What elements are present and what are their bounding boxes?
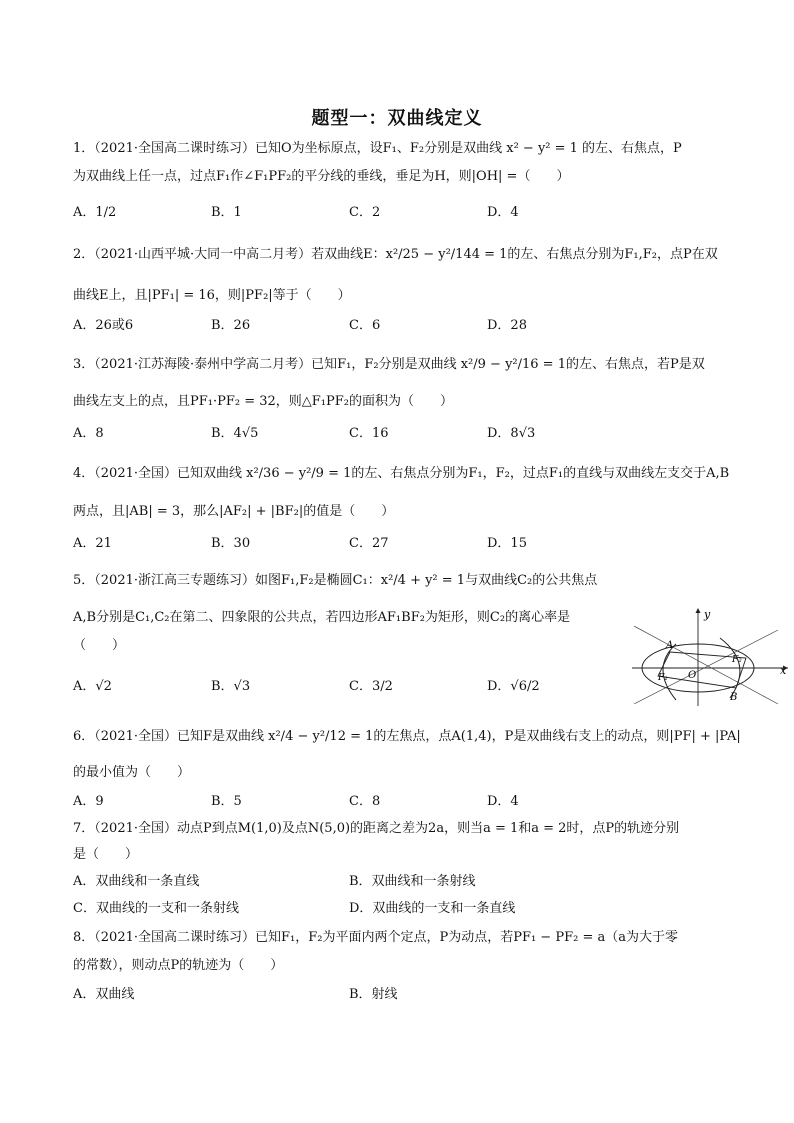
q4-line1: 4．（2021·全国）已知双曲线 x²/36 − y²/9 = 1的左、右焦点分别为F₁，F₂，过点F₁的直线与双曲线左支交于A,B bbox=[73, 466, 730, 481]
q4-options bbox=[73, 534, 733, 556]
q8-option-a: A．双曲线 bbox=[73, 987, 135, 1002]
y-axis-arrow bbox=[696, 608, 701, 613]
q7-option-b: B．双曲线和一条射线 bbox=[349, 874, 476, 889]
q5-options bbox=[73, 677, 618, 699]
q5-option-c: C．3/2 bbox=[349, 679, 393, 694]
q6-option-a: A．9 bbox=[73, 794, 104, 809]
q3-option-c: C．16 bbox=[349, 426, 389, 441]
q2-option-d: D．28 bbox=[487, 318, 527, 333]
q3-option-a: A．8 bbox=[73, 426, 104, 441]
q2-option-b: B．26 bbox=[211, 318, 251, 333]
q5-option-a: A．√2 bbox=[73, 679, 112, 694]
q8-line1: 8．（2021·全国高二课时练习）已知F₁，F₂为平面内两个定点，P为动点，若PF₁ − PF₂ = a（a为大于零 bbox=[73, 930, 678, 945]
q5-option-b: B．√3 bbox=[211, 679, 251, 694]
q6-option-b: B．5 bbox=[211, 794, 242, 809]
ellipse-hyperbola-figure bbox=[628, 604, 792, 708]
q2-options bbox=[73, 316, 733, 338]
q1-option-d: D．4 bbox=[487, 205, 519, 220]
asymptote-line-1 bbox=[634, 626, 778, 704]
page-title: 题型一：双曲线定义 bbox=[311, 108, 483, 129]
q5-line3: （ ） bbox=[73, 638, 126, 653]
q6-option-d: D．4 bbox=[487, 794, 519, 809]
q3-line2: 曲线左支上的点，且PF₁·PF₂ = 32，则△F₁PF₂的面积为（ ） bbox=[73, 394, 453, 409]
q4-option-d: D．15 bbox=[487, 536, 527, 551]
q5-line2: A,B分别是C₁,C₂在第二、四象限的公共点，若四边形AF₁BF₂为矩形，则C₂的离心率是 bbox=[73, 610, 571, 625]
q2-line1: 2．（2021·山西平城·大同一中高二月考）若双曲线E：x²/25 − y²/144 = 1的左、右焦点分别为F₁,F₂，点P在双 bbox=[73, 247, 718, 262]
q1-option-c: C．2 bbox=[349, 205, 381, 220]
q5-option-d: D．√6/2 bbox=[487, 679, 540, 694]
q4-option-a: A．21 bbox=[73, 536, 112, 551]
q1-line1: 1．（2021·全国高二课时练习）已知O为坐标原点，设F₁、F₂分别是双曲线 x² − y² = 1 的左、右焦点，P bbox=[73, 141, 682, 156]
q1-option-a: A．1/2 bbox=[73, 205, 117, 220]
q6-line1: 6．（2021·全国）已知F是双曲线 x²/4 − y²/12 = 1的左焦点，点A(1,4)，P是双曲线右支上的动点，则|PF| + |PA| bbox=[73, 729, 741, 744]
q8-option-b: B．射线 bbox=[349, 987, 398, 1002]
q6-option-c: C．8 bbox=[349, 794, 381, 809]
q2-option-c: C．6 bbox=[349, 318, 381, 333]
q7-line2: 是（ ） bbox=[73, 847, 139, 862]
q5-line1: 5．（2021·浙江高三专题练习）如图F₁,F₂是椭圆C₁：x²/4 + y² = 1与双曲线C₂的公共焦点 bbox=[73, 573, 598, 588]
q3-options bbox=[73, 424, 733, 446]
label-f1: F₁ bbox=[658, 673, 668, 683]
q7-options-row2 bbox=[73, 899, 733, 921]
q2-line2: 曲线E上，且|PF₁| = 16，则|PF₂|等于（ ） bbox=[73, 288, 351, 303]
q4-option-c: C．27 bbox=[349, 536, 389, 551]
label-f2: F₂ bbox=[732, 655, 742, 665]
q6-options bbox=[73, 792, 733, 814]
q3-option-d: D．8√3 bbox=[487, 426, 536, 441]
asymptote-line-2 bbox=[634, 630, 778, 704]
q4-line2: 两点，且|AB| = 3，那么|AF₂| + |BF₂|的值是（ ） bbox=[73, 504, 395, 519]
q3-option-b: B．4√5 bbox=[211, 426, 259, 441]
q4-option-b: B．30 bbox=[211, 536, 251, 551]
q7-option-c: C．双曲线的一支和一条射线 bbox=[73, 901, 239, 916]
q2-option-a: A．26或6 bbox=[73, 318, 134, 333]
q7-line1: 7．（2021·全国）动点P到点M(1,0)及点N(5,0)的距离之差为2a，则当a = 1和a = 2时，点P的轨迹分别 bbox=[73, 821, 680, 836]
q8-options bbox=[73, 985, 733, 1007]
q1-options bbox=[73, 203, 733, 225]
q1-line2: 为双曲线上任一点，过点F₁作∠F₁PF₂的平分线的垂线，垂足为H，则|OH| =（ ） bbox=[73, 169, 570, 184]
label-x: x bbox=[780, 664, 787, 677]
label-y: y bbox=[704, 608, 711, 621]
label-a: A bbox=[666, 640, 674, 651]
q8-line2: 的常数），则动点P的轨迹为（ ） bbox=[73, 958, 284, 973]
q7-options-row1 bbox=[73, 872, 733, 894]
q6-line2: 的最小值为（ ） bbox=[73, 765, 191, 780]
label-o: O bbox=[688, 670, 697, 681]
label-b: B bbox=[730, 692, 738, 703]
q1-option-b: B．1 bbox=[211, 205, 242, 220]
q7-option-d: D．双曲线的一支和一条直线 bbox=[349, 901, 516, 916]
q3-line1: 3．（2021·江苏海陵·泰州中学高二月考）已知F₁，F₂分别是双曲线 x²/9 − y²/16 = 1的左、右焦点，若P是双 bbox=[73, 357, 705, 372]
q7-option-a: A．双曲线和一条直线 bbox=[73, 874, 200, 889]
